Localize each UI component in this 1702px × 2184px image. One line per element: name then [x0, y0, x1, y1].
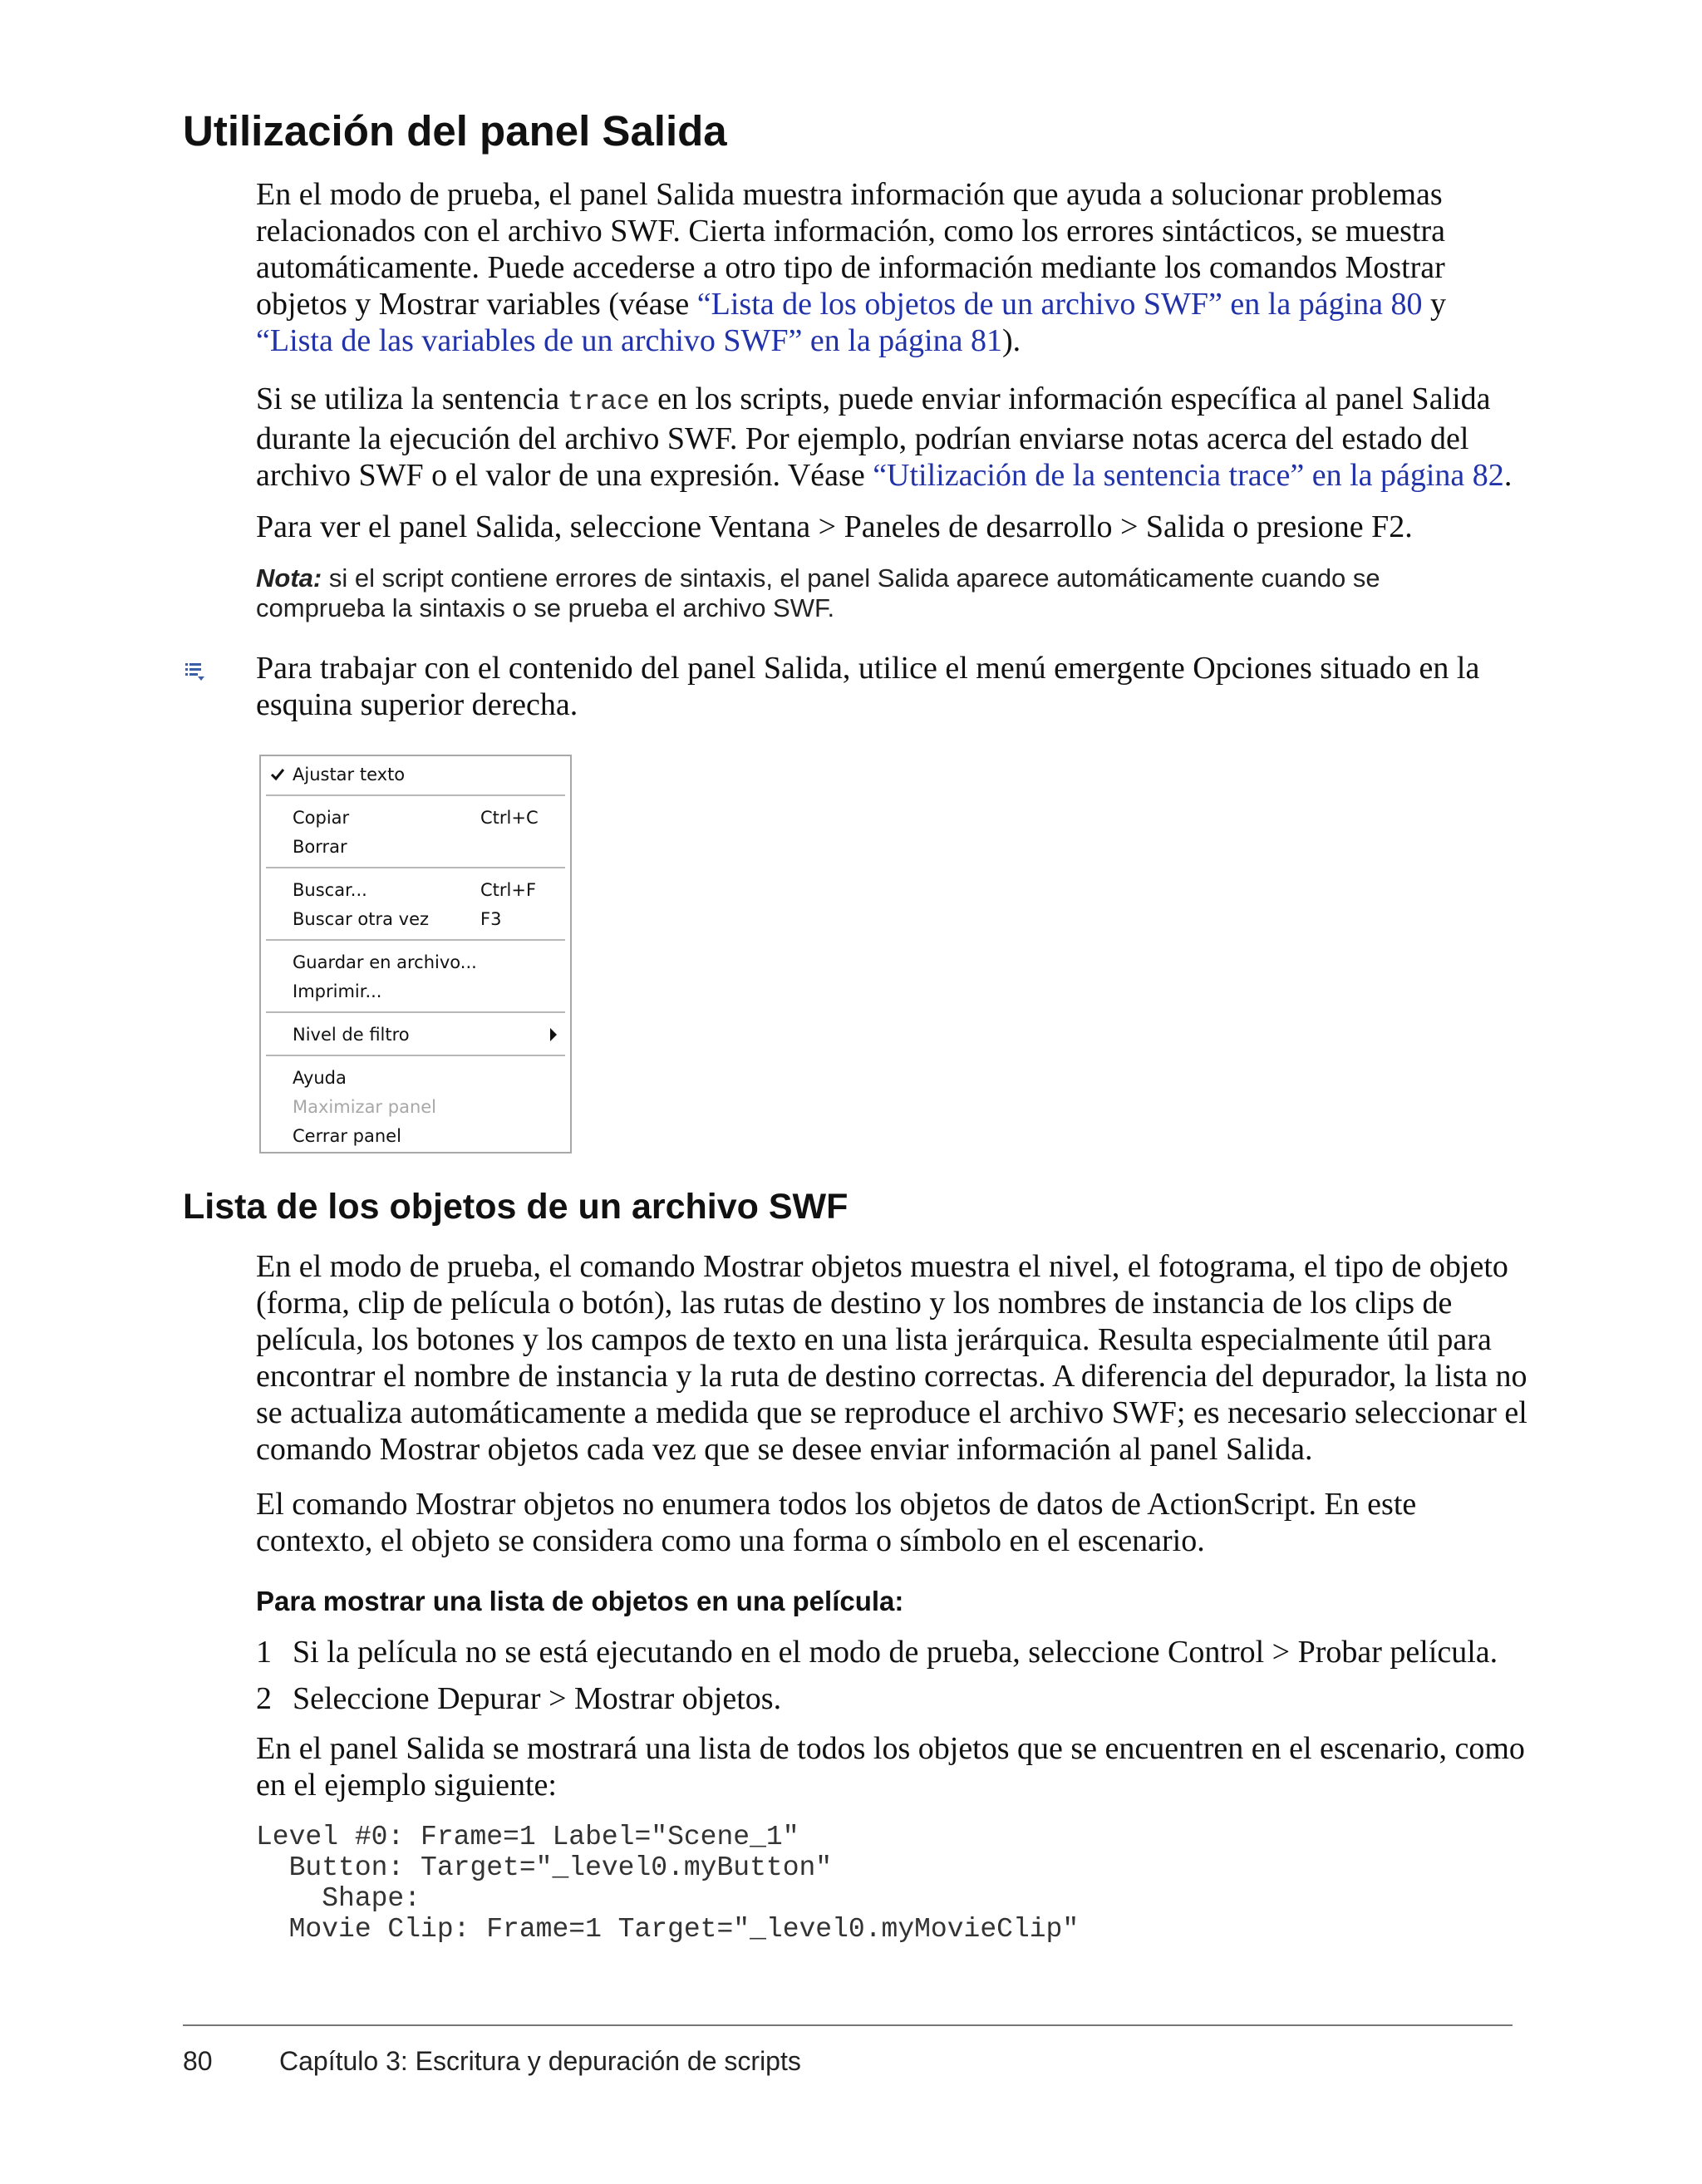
- step-2: [256, 1680, 781, 1717]
- submenu-arrow-icon: [550, 1028, 557, 1041]
- menu-separator: [266, 1055, 565, 1056]
- footer-divider: [183, 2024, 1513, 2026]
- chapter-title: Capítulo 3: Escritura y depuración de scripts: [279, 2046, 801, 2076]
- code-example: Level #0: Frame=1 Label="Scene_1" Button: Target="_level0.myButton" Shape: Movie Clip: Frame=1 Target="_level0.myMovieClip": [256, 1822, 1080, 1945]
- menu-item-buscar[interactable]: Buscar...: [293, 880, 367, 900]
- note-text: si el script contiene errores de sintaxis, el panel Salida aparece automáticamente cuando se comprueba la sintaxis o se prueba el archivo SWF.: [256, 563, 1380, 622]
- menu-item-nivel-filtro[interactable]: Nivel de filtro: [293, 1025, 410, 1045]
- step-number: 2: [256, 1681, 272, 1716]
- step-text: Seleccione Depurar > Mostrar objetos.: [293, 1681, 782, 1716]
- options-popup-menu: [259, 755, 572, 1153]
- menu-separator: [266, 1011, 565, 1013]
- link-lista-variables[interactable]: “Lista de las variables de un archivo SWF” en la página 81: [256, 323, 1002, 358]
- section-title-lista-objetos: Lista de los objetos de un archivo SWF: [183, 1187, 849, 1227]
- menu-item-imprimir[interactable]: Imprimir...: [293, 981, 382, 1001]
- section-title-salida: Utilización del panel Salida: [183, 107, 727, 155]
- paragraph-text: ).: [1001, 323, 1021, 358]
- menu-separator: [266, 794, 565, 796]
- paragraph-actionscript: El comando Mostrar objetos no enumera todos los objetos de datos de ActionScript. En este contexto, el objeto se considera como una forma o símbolo en el escenario.: [256, 1487, 1417, 1558]
- menu-separator: [266, 867, 565, 868]
- paragraph-text: .: [1503, 458, 1513, 493]
- menu-item-copiar[interactable]: Copiar: [293, 808, 350, 828]
- link-sentencia-trace[interactable]: “Utilización de la sentencia trace” en la página 82: [873, 458, 1504, 493]
- menu-separator: [266, 939, 565, 941]
- menu-item-buscar-otra-vez[interactable]: Buscar otra vez: [293, 909, 430, 929]
- procedure-title: Para mostrar una lista de objetos en una película:: [256, 1586, 904, 1616]
- paragraph-intro: [256, 176, 1527, 359]
- paragraph-text: en los scripts, puede enviar información específica al panel Salida durante la ejecución del archivo SWF. Por ejemplo, podrían enviarse notas acerca del estado del archivo SWF o el valor de una expresión. Véase: [256, 381, 1491, 493]
- step-text: Si la película no se está ejecutando en el modo de prueba, seleccione Control > Probar película.: [293, 1635, 1498, 1670]
- paragraph-trace: [256, 381, 1527, 494]
- shortcut-buscar-otra-vez: F3: [480, 909, 502, 929]
- note-box: [256, 563, 1494, 623]
- menu-item-ajustar-texto[interactable]: Ajustar texto: [293, 765, 406, 785]
- shortcut-buscar: Ctrl+F: [480, 880, 537, 900]
- shortcut-copiar: Ctrl+C: [480, 808, 539, 828]
- menu-item-borrar[interactable]: Borrar: [293, 837, 347, 857]
- note-label: Nota:: [256, 563, 322, 593]
- paragraph-opciones: Para trabajar con el contenido del panel Salida, utilice el menú emergente Opciones situado en la esquina superior derecha.: [256, 651, 1480, 722]
- menu-item-guardar-archivo[interactable]: Guardar en archivo...: [293, 952, 477, 972]
- step-number: 1: [256, 1635, 272, 1670]
- paragraph-text: y: [1422, 287, 1447, 322]
- menu-item-ayuda[interactable]: Ayuda: [293, 1068, 347, 1088]
- step-1: [256, 1634, 1498, 1670]
- link-lista-objetos[interactable]: “Lista de los objetos de un archivo SWF” en la página 80: [696, 287, 1423, 322]
- checkmark-icon: [269, 766, 286, 783]
- menu-item-cerrar-panel[interactable]: Cerrar panel: [293, 1126, 401, 1146]
- code-trace: trace: [567, 386, 650, 417]
- options-menu-icon: [184, 661, 206, 682]
- paragraph-ver-panel: Para ver el panel Salida, seleccione Ventana > Paneles de desarrollo > Salida o presione F2.: [256, 509, 1413, 544]
- paragraph-mostrar-objetos: En el modo de prueba, el comando Mostrar objetos muestra el nivel, el fotograma, el tipo de objeto (forma, clip de película o botón), las rutas de destino y los nombres de instancia de los clips de película, los botones y los campos de texto en una lista jerárquica. Resulta especialmente útil para encontrar el nombre de instancia y la ruta de destino correctas. A diferencia del depurador, la lista no se actualiza automáticamente a medida que se reproduce el archivo SWF; es necesario seleccionar el comando Mostrar objetos cada vez que se desee enviar información al panel Salida.: [256, 1249, 1527, 1467]
- page-number: 80: [183, 2046, 213, 2076]
- menu-item-maximizar-panel: Maximizar panel: [293, 1097, 437, 1117]
- paragraph-text: Si se utiliza la sentencia: [256, 381, 568, 416]
- paragraph-text: En el modo de prueba, el panel Salida muestra información que ayuda a solucionar problemas relacionados con el archivo SWF. Cierta información, como los errores sintácticos, se muestra automáticamente. Puede accederse a otro tipo de información mediante los comandos Mostrar objetos y Mostrar variables (véase: [256, 177, 1446, 322]
- paragraph-ejemplo: En el panel Salida se mostrará una lista de todos los objetos que se encuentren en el escenario, como en el ejemplo siguiente:: [256, 1731, 1525, 1803]
